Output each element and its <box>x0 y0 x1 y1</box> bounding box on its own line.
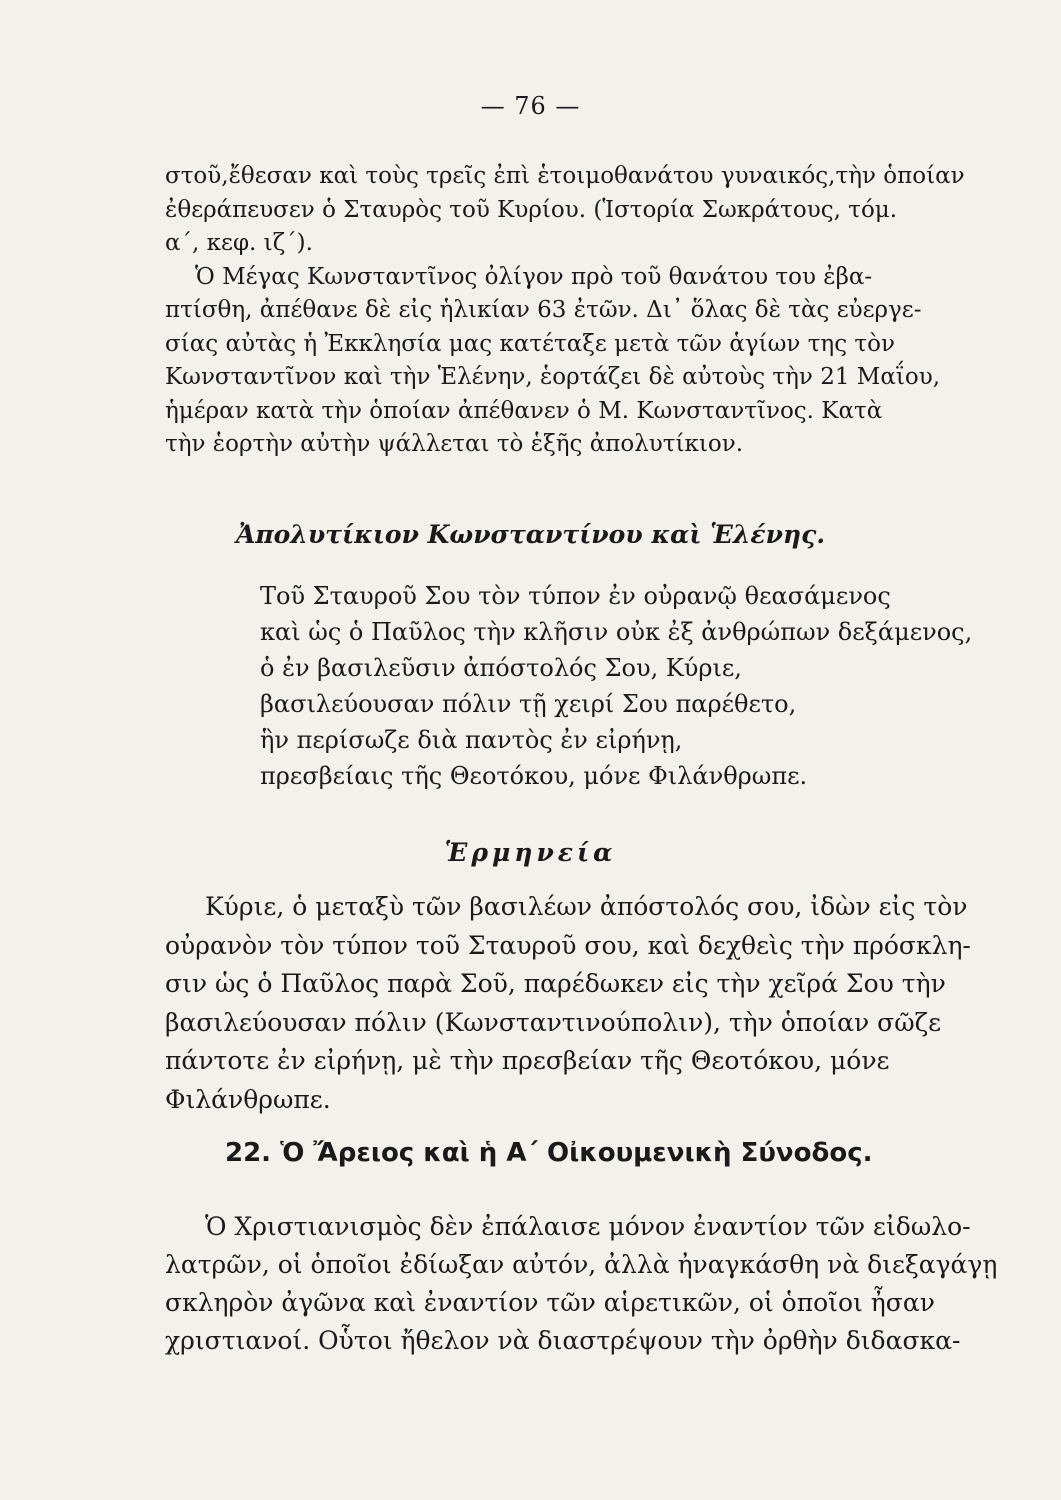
paragraph-constantine <box>165 160 985 462</box>
text-line: πάντοτε ἐν εἰρήνῃ, μὲ τὴν πρεσβείαν τῆς Θεοτόκου, μόνε <box>165 1046 890 1075</box>
text-line: ἐθεράπευσεν ὁ Σταυρὸς τοῦ Κυρίου. (Ἱστορία Σωκράτους, τόμ. <box>165 196 898 223</box>
hymn-line: ἣν περίσωζε διὰ παντὸς ἐν εἰρήνῃ, <box>260 726 683 754</box>
text-line: πτίσθη, ἀπέθανε δὲ εἰς ἡλικίαν 63 ἐτῶν. Δι᾿ ὅλας δὲ τὰς εὐεργε- <box>165 297 922 323</box>
text-line: Φιλάνθρωπε. <box>165 1084 331 1114</box>
text-line: ἡμέραν κατὰ τὴν ὁποίαν ἀπέθανεν ὁ Μ. Κωνσταντῖνος. Κατὰ <box>165 397 883 424</box>
text-line: Κωνσταντῖνον καὶ τὴν Ἑλένην, ἑορτάζει δὲ αὐτοὺς τὴν 21 Μαΐου, <box>165 364 941 390</box>
paragraph-christianity <box>165 1208 998 1360</box>
text-line: σίας αὐτὰς ἡ Ἐκκλησία μας κατέταξε μετὰ τῶν ἁγίων της τὸν <box>165 330 895 357</box>
text-line: τὴν ἑορτὴν αὐτὴν ψάλλεται τὸ ἑξῆς ἀπολυτίκιον. <box>165 431 744 457</box>
interpretation-title: Ἑρμηνεία <box>444 838 617 867</box>
text-line: λατρῶν, οἱ ὁποῖοι ἐδίωξαν αὐτόν, ἀλλὰ ἠναγκάσθη νὰ διεξαγάγῃ <box>165 1250 998 1279</box>
text-line: χριστιανοί. Οὗτοι ἤθελον νὰ διαστρέψουν τὴν ὀρθὴν διδασκα- <box>165 1326 961 1355</box>
hymn-line: καὶ ὡς ὁ Παῦλος τὴν κλῆσιν οὐκ ἐξ ἀνθρώπων δεξάμενος, <box>260 618 973 646</box>
hymn-line: βασιλεύουσαν πόλιν τῇ χειρί Σου παρέθετο, <box>260 690 797 718</box>
text-line: α΄, κεφ. ιζ΄). <box>165 230 313 256</box>
text-line: Κύριε, ὁ μεταξὺ τῶν βασιλέων ἀπόστολός σου, ἰδὼν εἰς τὸν <box>205 892 968 921</box>
text-line: σιν ὡς ὁ Παῦλος παρὰ Σοῦ, παρέδωκεν εἰς τὴν χεῖρά Σου τὴν <box>165 969 946 998</box>
text-line: Ὁ Μέγας Κωνσταντῖνος ὀλίγον πρὸ τοῦ θανάτου του ἐβα- <box>195 263 873 290</box>
text-line: σκληρὸν ἀγῶνα καὶ ἐναντίον τῶν αἱρετικῶν, οἱ ὁποῖοι ἦσαν <box>165 1288 935 1317</box>
page-number: — 76 — <box>480 92 581 120</box>
hymn-title: Ἀπολυτίκιον Κωνσταντίνου καὶ Ἑλένης. <box>235 520 826 549</box>
hymn-line: ὁ ἐν βασιλεῦσιν ἀπόστολός Σου, Κύριε, <box>260 654 742 682</box>
text-line: Ὁ Χριστιανισμὸς δὲν ἐπάλαισε μόνον ἐναντίον τῶν εἰδωλο- <box>205 1212 971 1241</box>
section-heading: 22. Ὁ Ἄρειος καὶ ἡ Α΄ Οἰκουμενικὴ Σύνοδος. <box>225 1138 873 1168</box>
hymn-line: Τοῦ Σταυροῦ Σου τὸν τύπον ἐν οὐρανῷ θεασάμενος <box>260 582 891 610</box>
hymn-line: πρεσβείαις τῆς Θεοτόκου, μόνε Φιλάνθρωπε. <box>260 762 808 790</box>
text-line: οὐρανὸν τὸν τύπον τοῦ Σταυροῦ σου, καὶ δεχθεὶς τὴν πρόσκλη- <box>165 930 971 960</box>
interpretation-paragraph <box>165 888 985 1119</box>
hymn-text <box>260 578 972 794</box>
text-line: στοῦ,ἔθεσαν καὶ τοὺς τρεῖς ἐπὶ ἑτοιμοθανάτου γυναικός,τὴν ὁποίαν <box>165 163 965 189</box>
text-line: βασιλεύουσαν πόλιν (Κωνσταντινούπολιν), τὴν ὁποίαν σῶζε <box>165 1007 942 1037</box>
